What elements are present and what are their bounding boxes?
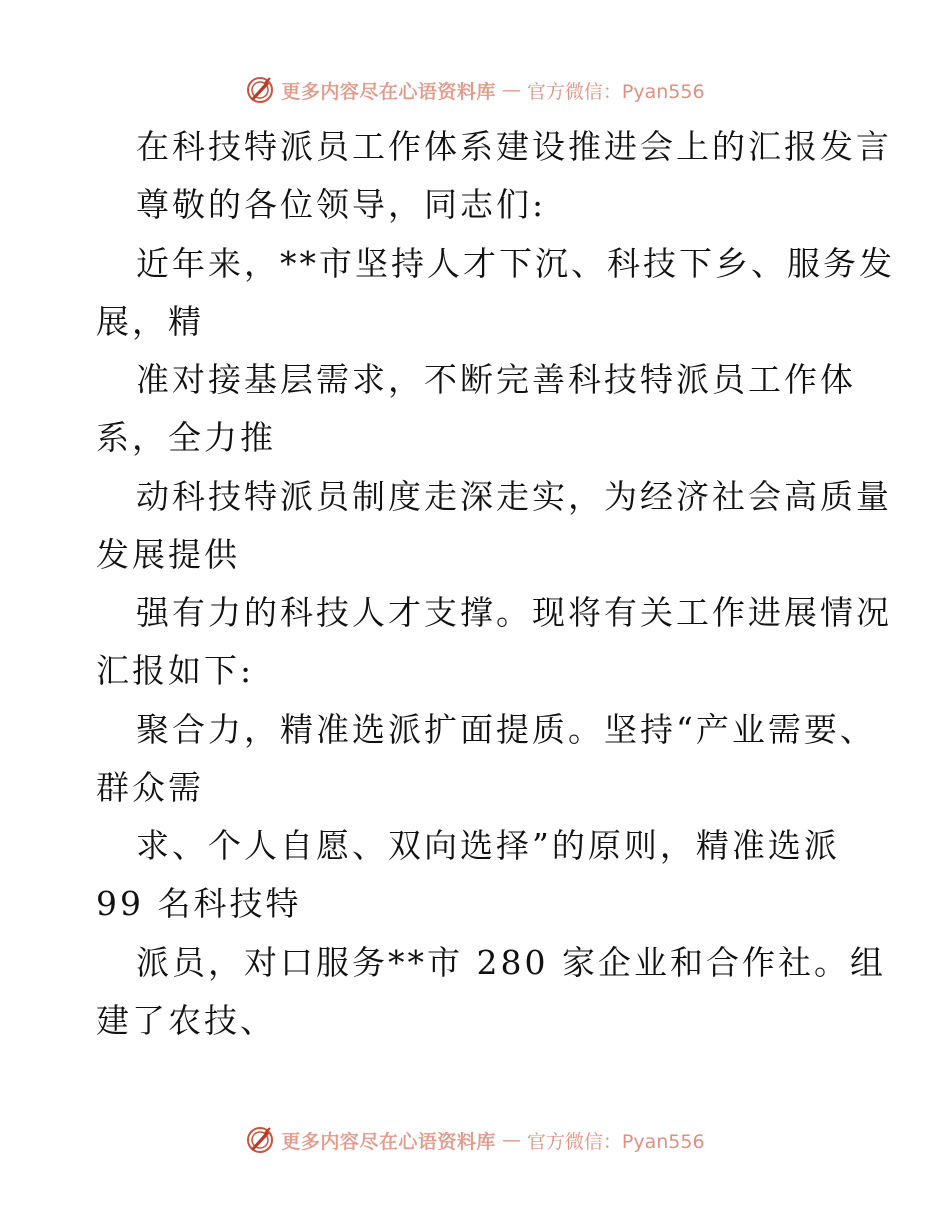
text-line: 建了农技、 [96,1001,276,1040]
text-line: 展，精 [96,302,204,341]
text-line: 汇报如下: [96,651,255,690]
text-line: 发展提供 [96,535,240,574]
text-line: 派员，对口服务**市 280 家企业和合作社。组 [136,943,886,982]
watermark-separator: — [501,79,521,101]
salutation: 尊敬的各位领导，同志们: [136,185,547,224]
watermark-wechat-text: 官方微信：Pyan556 [526,80,705,103]
watermark-wechat-text: 官方微信：Pyan556 [526,1130,705,1153]
watermark-brand-text: 更多内容尽在心语资料库 [281,1130,496,1153]
feather-pen-logo-icon [245,75,275,105]
header-watermark [0,70,950,110]
feather-pen-logo-icon [245,1125,275,1155]
footer-watermark [0,1120,950,1160]
text-line: 近年来，**市坚持人才下沉、科技下乡、服务发 [136,244,895,283]
text-line: 系，全力推 [96,418,276,457]
text-line: 强有力的科技人才支撑。现将有关工作进展情况 [136,593,892,632]
watermark-brand-text: 更多内容尽在心语资料库 [281,80,496,103]
text-line: 求、个人自愿、双向选择”的原则，精准选派 [136,826,840,865]
document-title: 在科技特派员工作体系建设推进会上的汇报发言 [136,127,892,166]
watermark-separator: — [501,1129,521,1151]
text-line: 群众需 [96,768,204,807]
text-line: 准对接基层需求，不断完善科技特派员工作体 [136,360,856,399]
text-line: 99 名科技特 [96,884,302,923]
text-line: 动科技特派员制度走深走实，为经济社会高质量 [136,477,892,516]
text-line: 聚合力，精准选派扩面提质。坚持“产业需要、 [136,710,876,749]
